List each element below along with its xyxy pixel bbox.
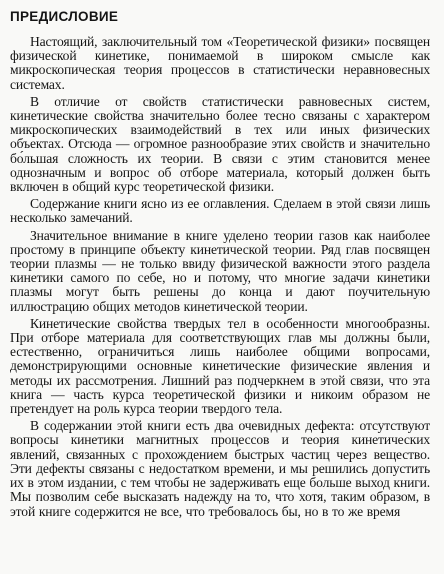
- paragraph-5: Кинетические свойства твердых тел в особенности многообразны. При отборе материала для соответствующих глав мы должны были, естественно, ограничиться лишь наиболее общими вопросами, демонстрирующими основные кинетические физические явления и методы их рассмотрения. Лишний раз подчеркнем в этой связи, что эта книга — часть курса теоретической физики и никоим образом не претендует на роль курса теории твердого тела.: [10, 315, 430, 417]
- preface-body: [10, 35, 430, 522]
- paragraph-1: Настоящий, заключительный том «Теоретической физики» посвящен физической кинетике, понимаемой в широком смысле как микроскопическая теория процессов в статистически неравновесных системах.: [10, 34, 430, 92]
- paragraph-3: Содержание книги ясно из ее оглавления. Сделаем в этой связи лишь несколько замечаний.: [10, 196, 430, 226]
- page-heading: ПРЕДИСЛОВИЕ: [10, 9, 119, 24]
- paragraph-4: Значительное внимание в книге уделено теории газов как наиболее простому в принципе объекту кинетической теории. Ряд глав посвящен теории плазмы — не только ввиду физической важности этого раздела кинетики самого по себе, но и потому, что многие задачи кинетики плазмы могут быть решены до конца и дают поучительную иллюстрацию общих методов кинетической теории.: [10, 227, 430, 314]
- paragraph-6: В содержании этой книги есть два очевидных дефекта: отсутствуют вопросы кинетики магнитных процессов и теория кинетических явлений, связанных с прохождением быстрых частиц через вещество. Эти дефекты связаны с недостатком времени, и мы решились допустить их в этом издании, с тем чтобы не задерживать еще больше выход книги. Мы позволим себе высказать надежду на то, что хотя, таким образом, в этой книге содержится не все, что требовалось бы, но в то же время: [10, 418, 430, 519]
- paragraph-2: В отличие от свойств статистически равновесных систем, кинетические свойства значительно более тесно связаны с характером микроскопических взаимодействий в тех или иных физических объектах. Отсюда — огромное разнообразие этих свойств и значительно бо́льшая сложность их теории. В связи с этим становится менее однозначным и вопрос об отборе материала, который должен быть включен в общий курс теоретической физики.: [10, 93, 430, 195]
